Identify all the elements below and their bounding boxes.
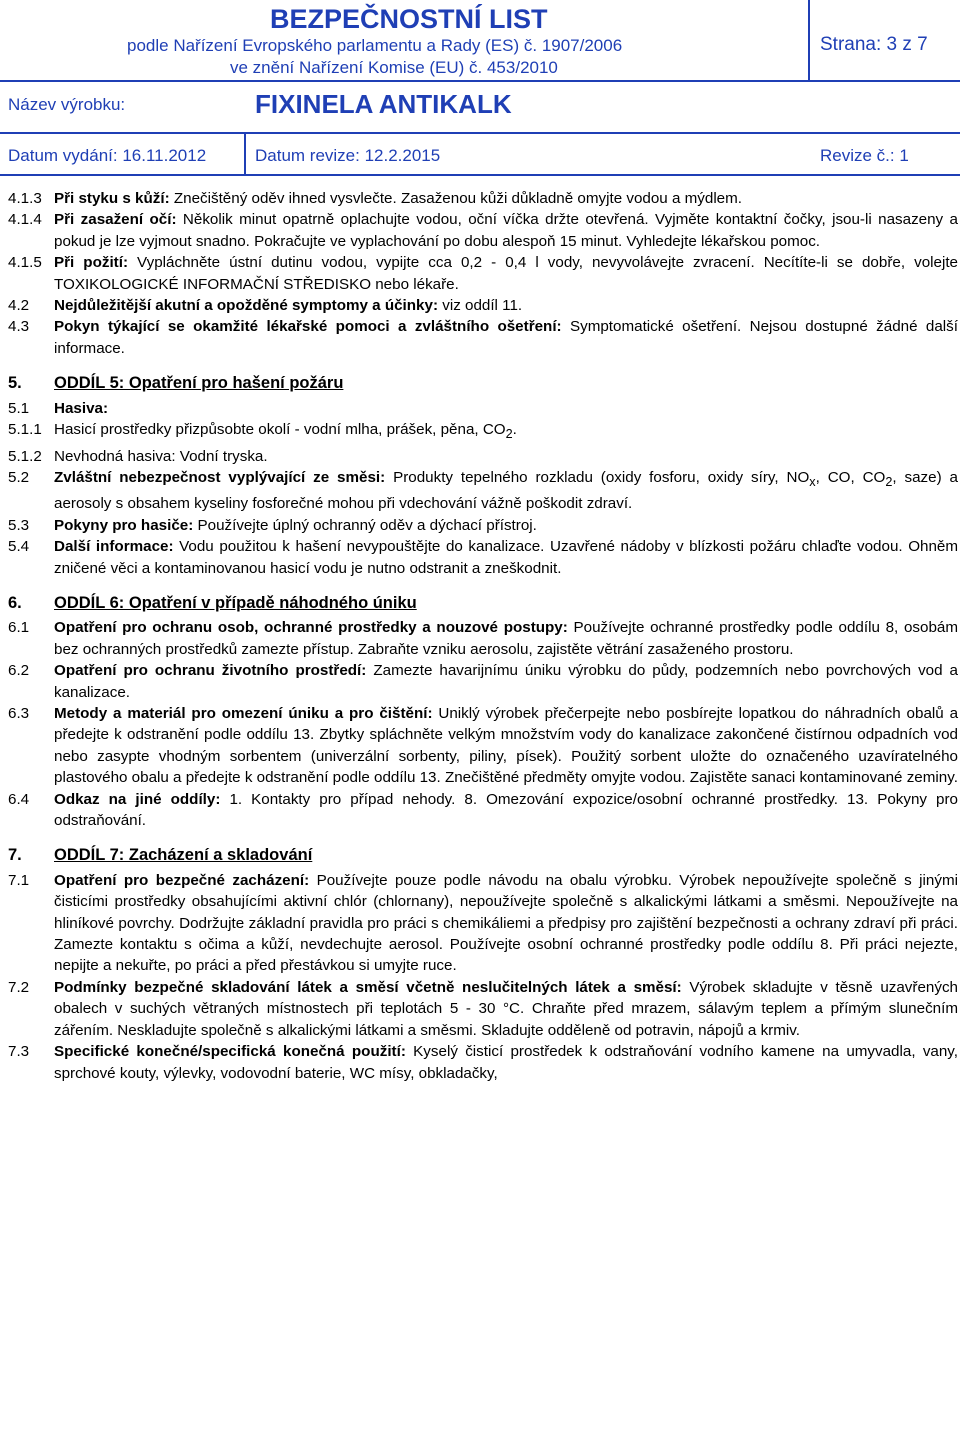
product-label: Název výrobku: xyxy=(8,95,126,114)
regulation-line-1: podle Nařízení Evropského parlamentu a Rady (ES) č. 1907/2006 xyxy=(127,36,623,55)
section-text: , CO, CO xyxy=(815,468,886,486)
section-number: 5.1 xyxy=(8,399,30,417)
subscript: x xyxy=(809,474,816,489)
section-4-1-4 xyxy=(8,209,958,252)
section-text: Hasicí prostředky přizpůsobte okolí - vodní mlha, prášek, pěna, CO xyxy=(54,421,506,439)
section-number: 4.2 xyxy=(8,297,30,315)
section-number: 6.1 xyxy=(8,619,30,637)
section-5-1-1 xyxy=(8,419,958,445)
section-number: 5.1.2 xyxy=(8,447,42,465)
section-heading: Opatření pro ochranu životního prostředí: xyxy=(54,662,367,680)
section-text: Symptomatické ošetření. Nejsou dostupné žádné další informace. xyxy=(54,318,958,357)
section-heading: Pokyn týkající se okamžité lékařské pomoci a zvláštního ošetření: xyxy=(54,318,562,336)
header-rule-1 xyxy=(0,80,960,82)
section-text: Vodu použitou k hašení nevypouštějte do kanalizace. Uzavřené nádoby v blízkosti požáru chlaďte vodou. Ohněm zničené věci a kontaminovanou hasicí vodu je nutno odstranit a zneškodnit. xyxy=(54,538,958,577)
section-7-1 xyxy=(8,870,958,977)
section-5-4 xyxy=(8,536,958,579)
section-4-2 xyxy=(8,295,958,316)
section-text: Produkty tepelného rozkladu (oxidy fosforu, oxidy síry, NO xyxy=(385,468,810,486)
date-divider xyxy=(244,134,246,174)
section-number: 4.3 xyxy=(8,318,30,336)
subscript: 2 xyxy=(885,474,893,489)
section-heading: Metody a materiál pro omezení úniku a pro čištění: xyxy=(54,705,433,722)
section-text: Používejte ochranné prostředky podle oddílu 8, osobám bez ochranných prostředků zamezte přístup. Zabraňte vzniku aerosolu, zajistěte větrání zasaženého prostoru. xyxy=(54,619,958,658)
section-6-1 xyxy=(8,617,958,660)
header-rule-2 xyxy=(0,132,960,134)
section-heading: Při styku s kůží: xyxy=(54,190,170,207)
section-number: 5.4 xyxy=(8,538,30,556)
subscript: 2 xyxy=(505,427,513,442)
section-number: 6.2 xyxy=(8,662,30,680)
product-name: FIXINELA ANTIKALK xyxy=(255,89,512,119)
section-text: Uniklý výrobek přečerpejte nebo posbírejte lopatkou do náhradních obalů a předejte k odstranění podle oddílu 13. Zbytky spláchněte velkým množstvím vody do kanalizace zakončené čistírnou odpadních vod nebo zasypte vhodným sorbentem (univerzální sorbenty, piliny, písek). Použitý sorbent uložte do označeného uzavíratelného plastového obalu a předejte k odstranění podle oddílu 13. Znečištěné předměty omyjte vodou. Zajistěte sanaci kontaminované zeminy. xyxy=(54,705,959,787)
section-7-2 xyxy=(8,977,958,1041)
header-divider xyxy=(808,0,810,80)
section-title: ODDÍL 7: Zacházení a skladování xyxy=(54,846,313,865)
section-number: 6.3 xyxy=(8,705,30,722)
section-5-3 xyxy=(8,515,958,536)
section-number: 5. xyxy=(8,374,22,393)
section-number: 6. xyxy=(8,593,22,612)
section-heading: Opatření pro bezpečné zacházení: xyxy=(54,871,310,889)
section-5-heading xyxy=(8,373,958,394)
section-text: Nevhodná hasiva: Vodní tryska. xyxy=(54,447,268,465)
section-6-3 xyxy=(8,703,958,789)
regulation-line-2: ve znění Nařízení Komise (EU) č. 453/2010 xyxy=(230,58,558,77)
revision-number: Revize č.: 1 xyxy=(820,146,909,165)
section-text: viz oddíl 11. xyxy=(438,297,523,315)
section-text-end: . xyxy=(512,421,517,439)
section-text: Zamezte havarijnímu úniku výrobku do půdy, podzemních nebo povrchových vod a kanalizace. xyxy=(54,662,959,701)
section-text: Výrobek skladujte v těsně uzavřených obalech v suchých větraných místnostech při teplotách 5 - 30 °C. Chraňte před mrazem, sálavým teplem a přímým slunečním zářením. Neskladujte společně s alkalickými látkami a směsmi. Skladujte odděleně od potravin, nápojů a krmiv. xyxy=(54,978,958,1039)
section-text: Několik minut opatrně oplachujte vodou, oční víčka držte otevřená. Vyjměte kontaktní čočky, jsou-li nasazeny a pokud je lze vyjmout snadno. Pokračujte ve vyplachování po dobu alespoň 15 minut. Vyhledejte lékařskou pomoc. xyxy=(54,211,958,250)
section-number: 4.1.5 xyxy=(8,254,42,272)
section-5-1 xyxy=(8,398,958,419)
document-body xyxy=(8,188,958,1084)
section-heading: Při požití: xyxy=(54,254,129,272)
section-title: ODDÍL 6: Opatření v případě náhodného úniku xyxy=(54,593,417,612)
section-number: 4.1.4 xyxy=(8,211,42,229)
section-number: 5.2 xyxy=(8,468,30,486)
section-5-2 xyxy=(8,467,958,515)
section-heading: Opatření pro ochranu osob, ochranné prostředky a nouzové postupy: xyxy=(54,619,568,637)
section-number: 7.3 xyxy=(8,1043,30,1061)
section-number: 4.1.3 xyxy=(8,190,42,207)
section-text: Kyselý čisticí prostředek k odstraňování vodního kamene na umyvadla, vany, sprchové kouty, výlevky, vodovodní baterie, WC mísy, obkladačky, xyxy=(54,1043,958,1082)
section-text: Používejte úplný ochranný oděv a dýchací přístroj. xyxy=(193,516,537,534)
section-6-heading xyxy=(8,593,958,614)
section-text: Používejte pouze podle návodu na obalu výrobku. Výrobek nepoužívejte společně s jinými čisticími prostředky obsahujícími aktivní chlór (chlornany), nepoužívejte společně s alkalickými látkami a směsmi. Nepoužívejte na hliníkové povrchy. Dodržujte základní pravidla pro práci s chemikáliemi a předpisy pro zajištění bezpečnosti a ochrany zdraví při práci. Zamezte kontaktu s očima a kůží, nevdechujte aerosol. Používejte osobní ochranné prostředky podle oddílu 8. Při práci nejezte, nepijte a nekuřte, po práci a před přestávkou si umyjte ruce. xyxy=(54,871,958,975)
section-heading: Pokyny pro hasiče: xyxy=(54,516,194,534)
section-heading: Zvláštní nebezpečnost vyplývající ze směsi: xyxy=(54,468,386,486)
page-number: Strana: 3 z 7 xyxy=(820,34,928,55)
document-title: BEZPEČNOSTNÍ LIST xyxy=(270,4,548,34)
section-heading: Další informace: xyxy=(54,538,174,556)
section-heading: Nejdůležitější akutní a opožděné symptomy a účinky: xyxy=(54,297,438,315)
issue-date: Datum vydání: 16.11.2012 xyxy=(8,146,207,165)
section-7-heading xyxy=(8,845,958,866)
section-4-1-3 xyxy=(8,188,958,209)
section-number: 7.2 xyxy=(8,978,30,996)
section-number: 7.1 xyxy=(8,871,30,889)
section-text: Vypláchněte ústní dutinu vodou, vypijte cca 0,2 - 0,4 l vody, nevyvolávejte zvracení. Necítíte-li se dobře, volejte TOXIKOLOGICKÉ INFORMAČNÍ STŘEDISKO nebo lékaře. xyxy=(54,254,958,293)
section-6-4 xyxy=(8,789,958,832)
section-7-3 xyxy=(8,1041,958,1084)
section-text: Znečištěný oděv ihned vysvlečte. Zasaženou kůži důkladně omyjte vodou a mýdlem. xyxy=(169,190,743,207)
section-heading: Podmínky bezpečné skladování látek a směsí včetně neslučitelných látek a směsí: xyxy=(54,978,682,996)
section-5-1-2 xyxy=(8,446,958,467)
section-heading: Hasiva: xyxy=(54,399,109,417)
section-number: 5.3 xyxy=(8,516,30,534)
section-heading: Při zasažení očí: xyxy=(54,211,177,229)
revision-date: Datum revize: 12.2.2015 xyxy=(255,146,441,165)
header-rule-3 xyxy=(0,174,960,176)
section-title: ODDÍL 5: Opatření pro hašení požáru xyxy=(54,374,344,393)
section-number: 5.1.1 xyxy=(8,421,42,439)
section-heading: Odkaz na jiné oddíly: xyxy=(54,790,221,808)
section-text: 1. Kontakty pro případ nehody. 8. Omezování expozice/osobní ochranné prostředky. 13. Pokyny pro odstraňování. xyxy=(54,790,958,830)
section-6-2 xyxy=(8,660,958,703)
section-number: 6.4 xyxy=(8,790,30,808)
section-number: 7. xyxy=(8,846,22,865)
section-text: , saze) a aerosoly s obsahem kyseliny fosforečné mohou při vdechování vážně poškodit zdraví. xyxy=(54,468,958,513)
section-4-1-5 xyxy=(8,252,958,295)
section-heading: Specifické konečné/specifická konečná použití: xyxy=(54,1043,406,1061)
section-4-3 xyxy=(8,316,958,359)
